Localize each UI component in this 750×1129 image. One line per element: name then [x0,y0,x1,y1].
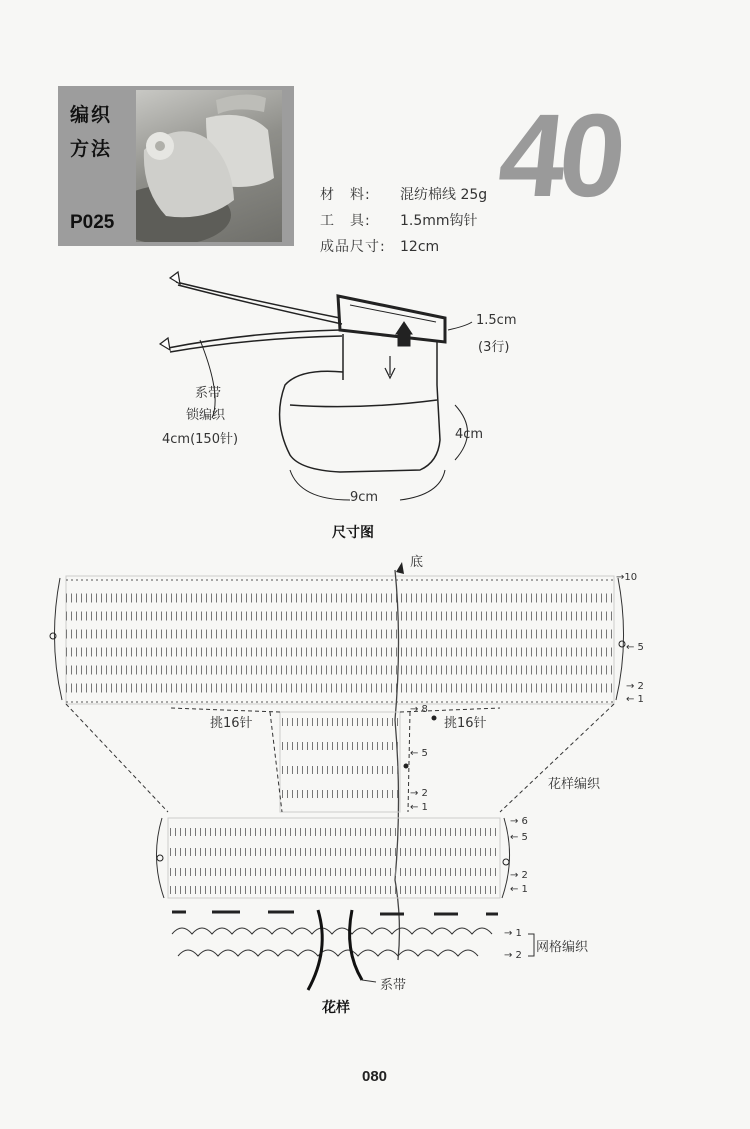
spec-size-value: 12cm [400,239,440,255]
cuff-row-6: → 6 [510,816,528,827]
mesh-stitch-label: 网格编织 [536,940,589,955]
page-number: 080 [362,1068,388,1085]
pattern-chart [54,570,623,990]
tie-stitch-label: 锁编织 [186,408,226,423]
cuff-row-2: → 2 [510,870,528,881]
cuff-height-label: 1.5cm [476,313,517,328]
spec-size-key: 成品尺寸: [320,239,386,255]
cuff-stitch-rows [170,832,498,890]
pattern-caption: 花样 [322,1000,350,1016]
height-label: 4cm [455,427,484,442]
tie-ends [160,272,180,350]
header-label-line1: 编织 [70,104,113,126]
length-label: 9cm [350,490,379,505]
row-10-label: →10 [616,572,638,583]
chart-markers [50,562,625,865]
row-2-right-label: → 2 [626,681,644,692]
pattern-stitch-label: 花样编织 [548,777,601,792]
tie-length-label: 4cm(150针) [162,432,239,447]
bottom-label: 底 [410,555,424,570]
spec-material-value: 混纺棉线 25g [400,187,488,203]
row-5-right-label: ← 5 [626,642,644,653]
row-1-right-label: ← 1 [626,694,644,705]
instep-row-8: → 8 [410,704,428,715]
mesh-row-2: → 2 [504,950,522,961]
pick-stitches-left: 挑16针 [210,716,253,731]
chart-tie-label: 系带 [380,978,407,993]
pick-stitches-right: 挑16针 [444,716,487,731]
cuff-bars [172,912,498,914]
cuff-rows-label: (3行) [478,340,510,355]
instep-row-1: ← 1 [410,802,428,813]
spec-tool-value: 1.5mm钩针 [400,213,478,229]
pattern-number: 40 [493,90,627,222]
instep-row-5: ← 5 [410,748,428,759]
cuff-row-5: ← 5 [510,832,528,843]
page-reference: P025 [70,212,115,233]
cuff-row-1: ← 1 [510,884,528,895]
spec-material-key: 材 料: [320,187,371,203]
tie-label: 系带 [195,386,222,401]
instep-stitch-rows [282,722,400,794]
header-label-line2: 方法 [70,138,113,160]
size-diagram-caption: 尺寸图 [332,525,374,541]
instep-row-2: → 2 [410,788,428,799]
cuff-arrows [385,322,412,378]
sole-stitch-rows [66,580,614,702]
spec-tool-key: 工 具: [320,213,371,229]
mesh-row-1: → 1 [504,928,522,939]
